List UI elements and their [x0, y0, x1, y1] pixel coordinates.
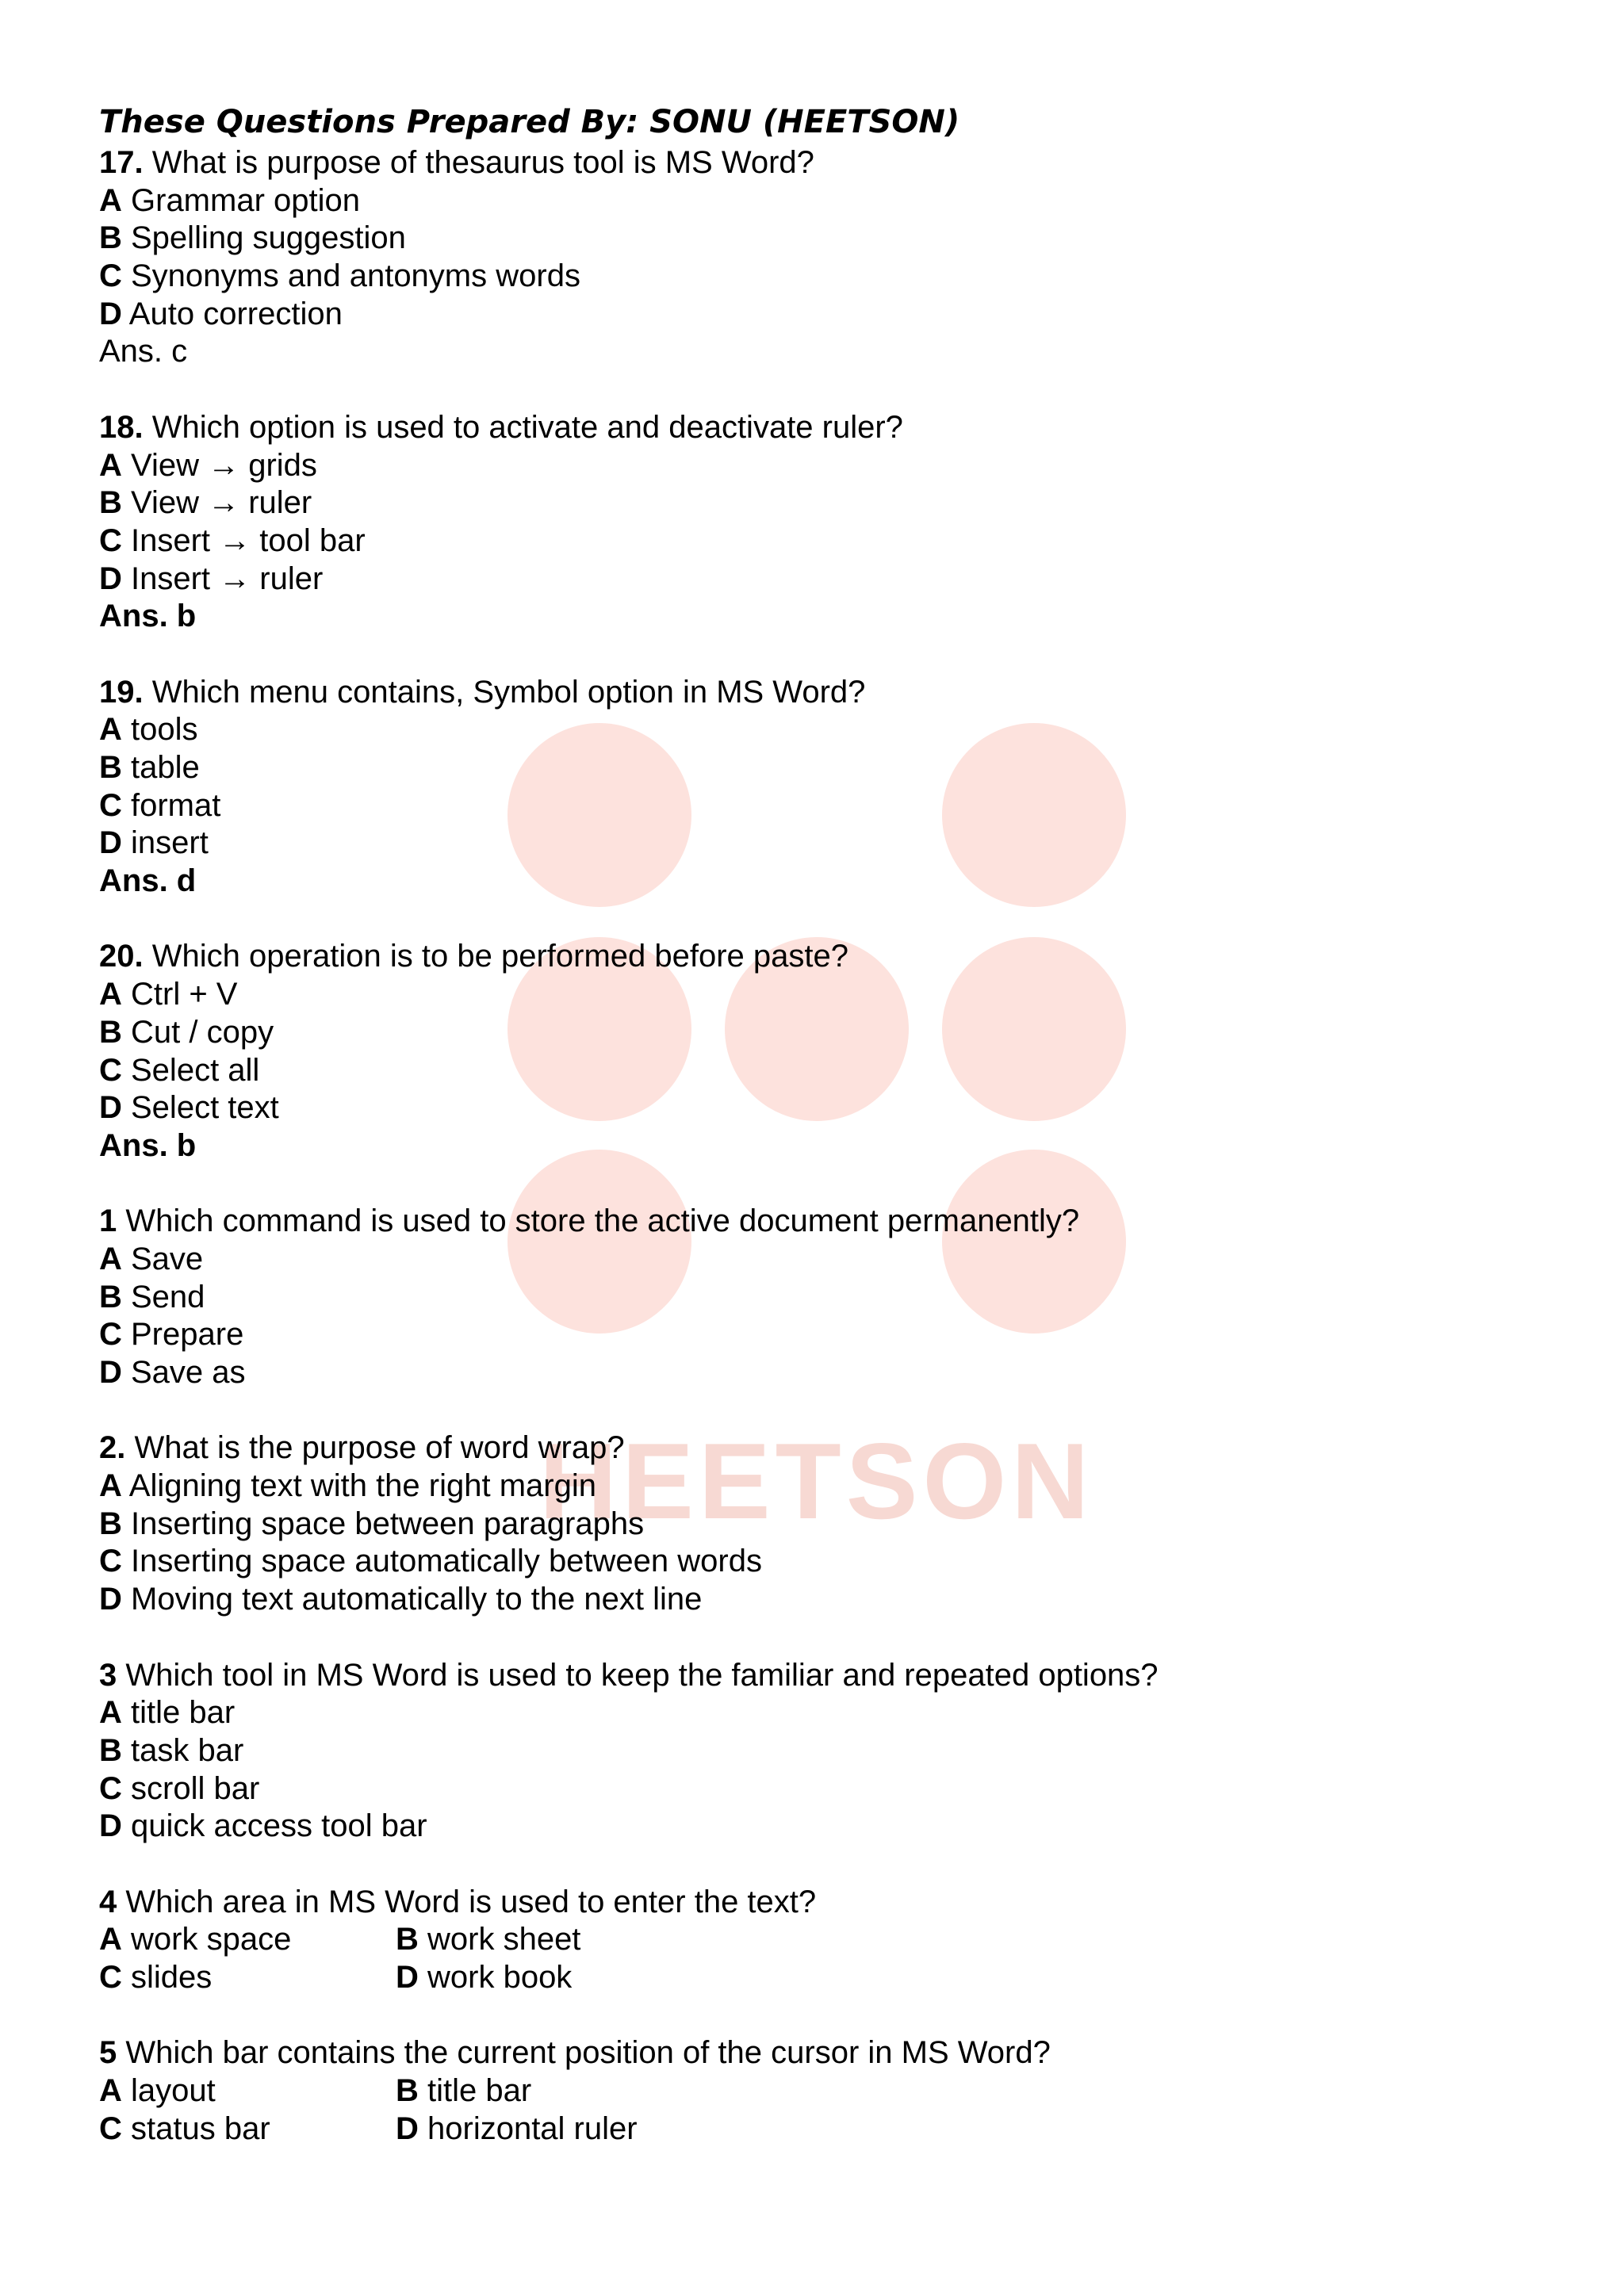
question-line: [99, 1884, 1590, 1922]
question-line: [99, 1429, 1590, 1468]
question-number: 5: [99, 2035, 117, 2071]
option-a: A Aligning text with the right margin: [99, 1468, 596, 1504]
answer: Ans. b: [99, 599, 197, 634]
option-b: B Spelling suggestion: [99, 220, 406, 256]
document-page: [99, 100, 1590, 2148]
question-number: 3: [99, 1657, 117, 1693]
question-text: Which bar contains the current position of the cursor in MS Word?: [117, 2035, 1051, 2071]
option-a: A Grammar option: [99, 182, 360, 218]
option-c: C Select all: [99, 1052, 260, 1088]
page-header: These Questions Prepared By: SONU (HEETSON): [99, 104, 960, 140]
question-line: [99, 1203, 1590, 1241]
question-text: Which area in MS Word is used to enter the text?: [117, 1884, 817, 1919]
question-block: [99, 1203, 1590, 1391]
answer: Ans. c: [99, 334, 188, 369]
answer: Ans. b: [99, 1127, 197, 1163]
option-b: B Cut / copy: [99, 1014, 274, 1050]
option-d: D Select text: [99, 1090, 279, 1126]
option-a: A Ctrl + V: [99, 977, 238, 1012]
answer: Ans. d: [99, 863, 197, 899]
question-block: [99, 674, 1590, 901]
option-a: A title bar: [99, 1695, 236, 1731]
option-d: D insert: [99, 825, 209, 861]
option-c: C status bar: [99, 2110, 270, 2146]
option-d: D Insert → ruler: [99, 561, 324, 596]
option-c: C format: [99, 787, 221, 823]
option-d: D horizontal ruler: [396, 2110, 638, 2146]
question-text: What is purpose of thesaurus tool is MS Word?: [143, 145, 814, 180]
option-b: B Send: [99, 1279, 205, 1314]
option-row: [99, 2072, 1590, 2110]
option-d: D Auto correction: [99, 296, 343, 331]
option-b: B work sheet: [396, 1922, 581, 1957]
question-text: Which menu contains, Symbol option in MS Word?: [143, 674, 866, 710]
question-block: [99, 1421, 1590, 1618]
option-row: [99, 2110, 1590, 2149]
question-number: 4: [99, 1884, 117, 1919]
option-a: A work space: [99, 1922, 292, 1957]
question-line: [99, 938, 1590, 976]
question-block: [99, 938, 1590, 1165]
option-c: C scroll bar: [99, 1770, 260, 1806]
question-line: [99, 409, 1590, 447]
question-line: [99, 1657, 1590, 1695]
option-c: C Insert → tool bar: [99, 522, 366, 558]
watermark-text: HEETSON: [539, 1421, 1094, 1541]
question-text: What is the purpose of word wrap?: [125, 1430, 625, 1466]
question-text: Which operation is to be performed before paste?: [143, 939, 849, 974]
option-c: C slides: [99, 1960, 213, 1995]
option-b: B View → ruler: [99, 485, 312, 521]
option-row: [99, 1921, 1590, 1959]
option-a: A Save: [99, 1241, 204, 1276]
option-c: C Inserting space automatically between words: [99, 1544, 762, 1579]
question-line: [99, 2034, 1590, 2072]
question-block: [99, 1657, 1590, 1846]
question-text: Which option is used to activate and deactivate ruler?: [143, 409, 903, 445]
option-c: C Synonyms and antonyms words: [99, 258, 580, 294]
option-b: B title bar: [396, 2073, 532, 2109]
option-d: D quick access tool bar: [99, 1808, 427, 1844]
option-d: D work book: [396, 1960, 573, 1995]
question-block: [99, 2034, 1590, 2148]
question-line: [99, 674, 1590, 712]
option-row: [99, 1959, 1590, 1997]
option-b: B task bar: [99, 1732, 244, 1768]
option-b: B Inserting space between paragraphs: [99, 1506, 645, 1541]
option-d: D Moving text automatically to the next line: [99, 1582, 703, 1617]
option-a: A layout: [99, 2073, 216, 2109]
question-text: Which command is used to store the active document permanently?: [117, 1203, 1080, 1239]
option-a: A tools: [99, 712, 198, 748]
question-number: 2.: [99, 1430, 126, 1466]
question-text: Which tool in MS Word is used to keep the familiar and repeated options?: [117, 1657, 1159, 1693]
question-number: 20.: [99, 939, 144, 974]
question-number: 18.: [99, 409, 144, 445]
question-number: 1: [99, 1203, 117, 1239]
question-line: [99, 144, 1590, 182]
question-number: 19.: [99, 674, 144, 710]
option-b: B table: [99, 750, 200, 785]
option-d: D Save as: [99, 1355, 246, 1390]
question-block: [99, 1884, 1590, 1997]
question-block: [99, 409, 1590, 636]
option-a: A View → grids: [99, 447, 317, 483]
question-number: 17.: [99, 145, 144, 180]
option-c: C Prepare: [99, 1317, 244, 1353]
question-block: [99, 144, 1590, 371]
